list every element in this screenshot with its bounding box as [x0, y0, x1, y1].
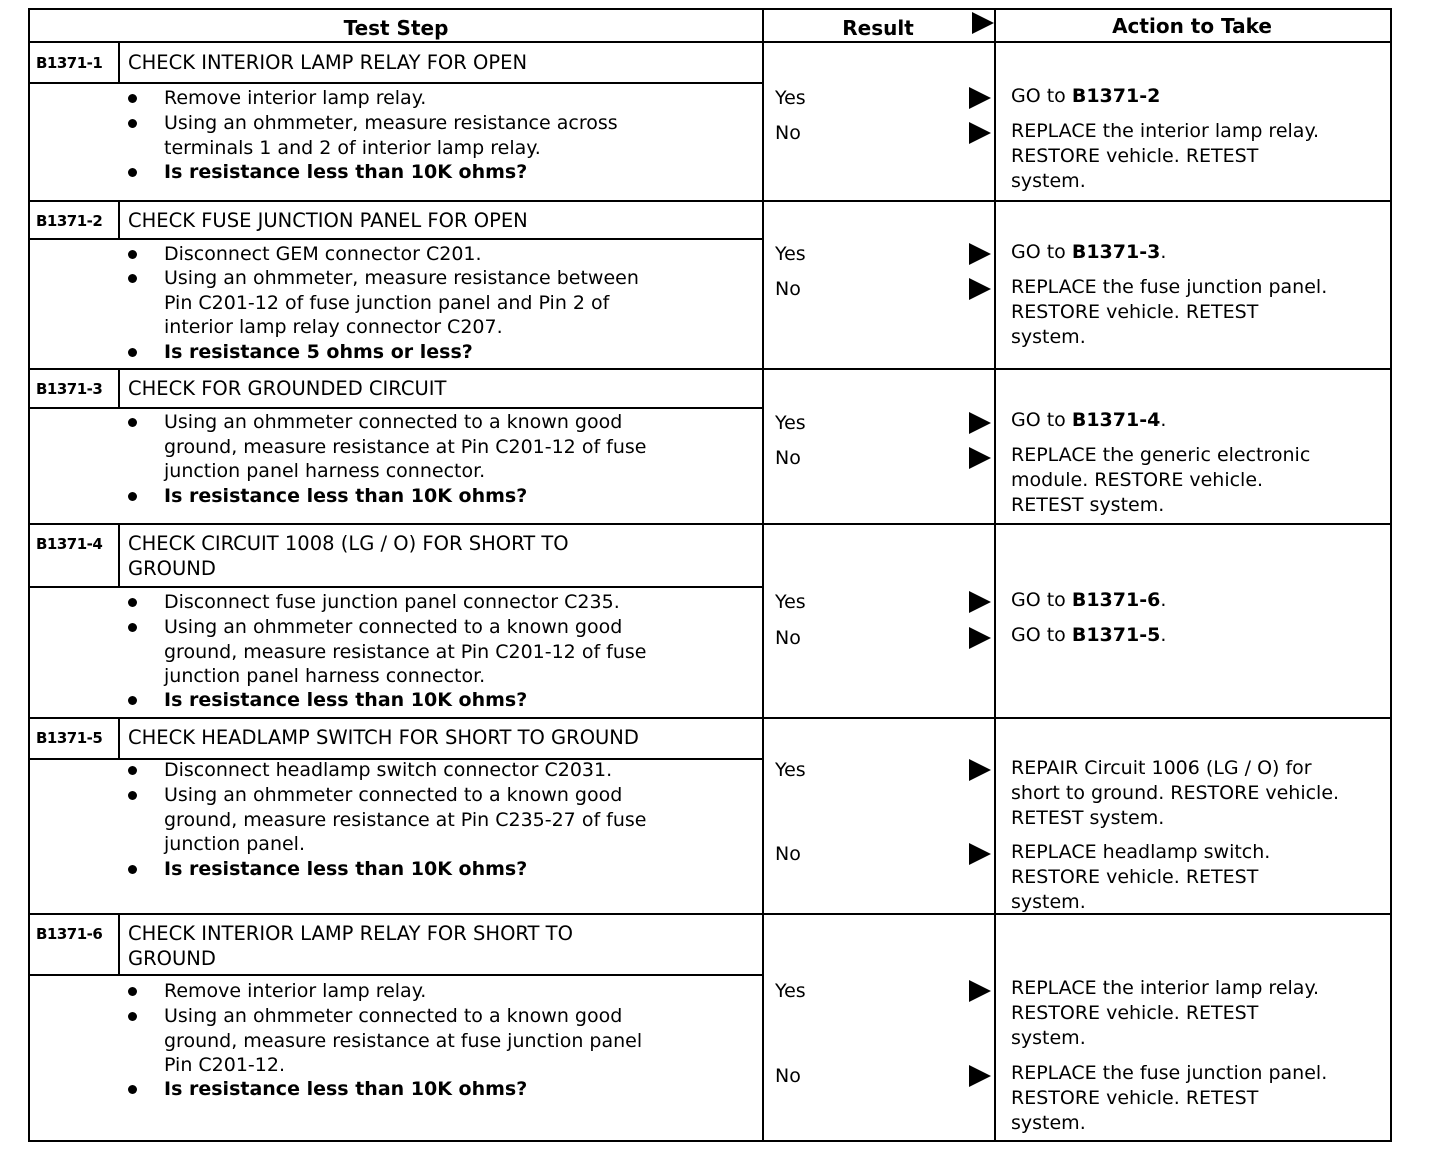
result-no: No — [775, 843, 801, 865]
result-no: No — [775, 627, 801, 649]
header-bottom — [30, 41, 1390, 43]
bullet-icon — [128, 791, 137, 800]
no-arrow-icon — [969, 447, 991, 469]
step-instruction: Using an ohmmeter, measure resistance across terminals 1 and 2 of interior lamp relay. — [164, 112, 618, 159]
result-yes: Yes — [775, 412, 806, 434]
step-code: B1371-4 — [36, 535, 103, 553]
title-underline — [30, 238, 762, 240]
no-action-step: B1371-5 — [1071, 624, 1161, 646]
step-code: B1371-1 — [36, 54, 103, 72]
header-test-step: Test Step — [343, 16, 449, 40]
step-title: CHECK CIRCUIT 1008 (LG / O) FOR SHORT TO GROUND — [128, 532, 569, 580]
result-yes: Yes — [775, 591, 806, 613]
step-instruction: Using an ohmmeter, measure resistance between Pin C201-12 of fuse junction panel and Pin 2 of interior lamp relay connector C207. — [164, 267, 639, 338]
row-separator — [30, 523, 1390, 525]
title-underline — [30, 586, 762, 588]
no-arrow-icon — [969, 1065, 991, 1087]
yes-action-suffix: . — [1160, 589, 1167, 611]
no-action: REPLACE headlamp switch. RESTORE vehicle. RETEST system. — [1011, 841, 1271, 913]
diagnostic-table — [28, 8, 1392, 1142]
bullet-icon — [128, 119, 137, 128]
step-instruction: Using an ohmmeter connected to a known good ground, measure resistance at Pin C235-27 of fuse junction panel. — [164, 784, 647, 855]
code-divider — [118, 913, 120, 974]
code-divider — [118, 42, 120, 82]
yes-arrow-icon — [969, 759, 991, 781]
step-instruction: Disconnect GEM connector C201. — [164, 243, 482, 265]
yes-action-prefix: GO to — [1011, 85, 1072, 107]
yes-action-step: B1371-4 — [1071, 409, 1161, 431]
no-action-prefix: GO to — [1011, 624, 1072, 646]
no-action-suffix: . — [1160, 624, 1167, 646]
step-instruction: Is resistance less than 10K ohms? — [164, 689, 528, 711]
title-underline — [30, 407, 762, 409]
no-action: REPLACE the fuse junction panel. RESTORE vehicle. RETEST system. — [1011, 276, 1328, 348]
bullet-icon — [128, 168, 137, 177]
step-title: CHECK INTERIOR LAMP RELAY FOR SHORT TO GROUND — [128, 922, 573, 970]
bullet-icon — [128, 94, 137, 103]
step-instruction: Remove interior lamp relay. — [164, 980, 427, 1002]
no-arrow-icon — [969, 843, 991, 865]
code-divider — [118, 200, 120, 238]
yes-arrow-icon — [969, 591, 991, 613]
no-action — [1011, 623, 1166, 648]
step-code: B1371-3 — [36, 380, 103, 398]
no-arrow-icon — [969, 627, 991, 649]
result-yes: Yes — [775, 980, 806, 1002]
result-yes: Yes — [775, 87, 806, 109]
result-no: No — [775, 447, 801, 469]
row-separator — [30, 200, 1390, 202]
bullet-icon — [128, 865, 137, 874]
result-no: No — [775, 122, 801, 144]
code-divider — [118, 717, 120, 758]
title-underline — [30, 82, 762, 84]
code-divider — [118, 368, 120, 407]
step-code: B1371-6 — [36, 925, 103, 943]
no-arrow-icon — [969, 122, 991, 144]
bullet-icon — [128, 987, 137, 996]
result-yes: Yes — [775, 759, 806, 781]
header-arrow-icon — [972, 12, 994, 34]
bullet-icon — [128, 696, 137, 705]
header-action: Action to Take — [1112, 14, 1272, 38]
bullet-icon — [128, 623, 137, 632]
divider-result — [762, 10, 764, 1140]
step-instruction: Using an ohmmeter connected to a known good ground, measure resistance at fuse junction panel Pin C201-12. — [164, 1005, 643, 1076]
yes-arrow-icon — [969, 980, 991, 1002]
header-result: Result — [842, 16, 914, 40]
bullet-icon — [128, 348, 137, 357]
bullet-icon — [128, 418, 137, 427]
step-title: CHECK FUSE JUNCTION PANEL FOR OPEN — [128, 209, 528, 232]
yes-action: REPAIR Circuit 1006 (LG / O) for short to ground. RESTORE vehicle. RETEST system. — [1011, 757, 1340, 829]
yes-action — [1011, 588, 1166, 613]
bullet-icon — [128, 1012, 137, 1021]
yes-arrow-icon — [969, 412, 991, 434]
code-divider — [118, 523, 120, 586]
step-title: CHECK INTERIOR LAMP RELAY FOR OPEN — [128, 51, 528, 74]
yes-action — [1011, 84, 1160, 109]
step-instruction: Is resistance 5 ohms or less? — [164, 341, 473, 363]
yes-action-step: B1371-3 — [1071, 241, 1161, 263]
step-instruction: Using an ohmmeter connected to a known good ground, measure resistance at Pin C201-12 of fuse junction panel harness connector. — [164, 411, 647, 482]
divider-action — [994, 10, 996, 1140]
step-instruction: Disconnect fuse junction panel connector C235. — [164, 591, 620, 613]
step-instruction: Disconnect headlamp switch connector C2031. — [164, 759, 613, 781]
yes-action-suffix: . — [1160, 409, 1167, 431]
bullet-icon — [128, 250, 137, 259]
result-no: No — [775, 278, 801, 300]
step-title: CHECK HEADLAMP SWITCH FOR SHORT TO GROUND — [128, 726, 639, 749]
yes-action-prefix: GO to — [1011, 589, 1072, 611]
yes-action-step: B1371-2 — [1071, 85, 1161, 107]
step-instruction: Is resistance less than 10K ohms? — [164, 858, 528, 880]
no-arrow-icon — [969, 278, 991, 300]
yes-action-step: B1371-6 — [1071, 589, 1161, 611]
bullet-icon — [128, 274, 137, 283]
bullet-icon — [128, 1085, 137, 1094]
yes-action — [1011, 408, 1166, 433]
bullet-icon — [128, 598, 137, 607]
step-code: B1371-2 — [36, 212, 103, 230]
yes-action: REPLACE the interior lamp relay. RESTORE vehicle. RETEST system. — [1011, 977, 1320, 1049]
yes-action-prefix: GO to — [1011, 241, 1072, 263]
step-title: CHECK FOR GROUNDED CIRCUIT — [128, 377, 447, 400]
yes-arrow-icon — [969, 243, 991, 265]
step-instruction: Is resistance less than 10K ohms? — [164, 1078, 528, 1100]
title-underline — [30, 974, 762, 976]
step-instruction: Is resistance less than 10K ohms? — [164, 161, 528, 183]
no-action: REPLACE the interior lamp relay. RESTORE vehicle. RETEST system. — [1011, 120, 1320, 192]
bullet-icon — [128, 492, 137, 501]
yes-action — [1011, 240, 1166, 265]
yes-arrow-icon — [969, 87, 991, 109]
no-action: REPLACE the generic electronic module. RESTORE vehicle. RETEST system. — [1011, 444, 1311, 516]
step-instruction: Is resistance less than 10K ohms? — [164, 485, 528, 507]
yes-action-prefix: GO to — [1011, 409, 1072, 431]
row-separator — [30, 717, 1390, 719]
yes-action-suffix: . — [1160, 241, 1167, 263]
bullet-icon — [128, 766, 137, 775]
step-code: B1371-5 — [36, 729, 103, 747]
no-action: REPLACE the fuse junction panel. RESTORE vehicle. RETEST system. — [1011, 1062, 1328, 1134]
result-no: No — [775, 1065, 801, 1087]
step-instruction: Remove interior lamp relay. — [164, 87, 427, 109]
row-separator — [30, 368, 1390, 370]
result-yes: Yes — [775, 243, 806, 265]
step-instruction: Using an ohmmeter connected to a known good ground, measure resistance at Pin C201-12 of fuse junction panel harness connector. — [164, 616, 647, 687]
